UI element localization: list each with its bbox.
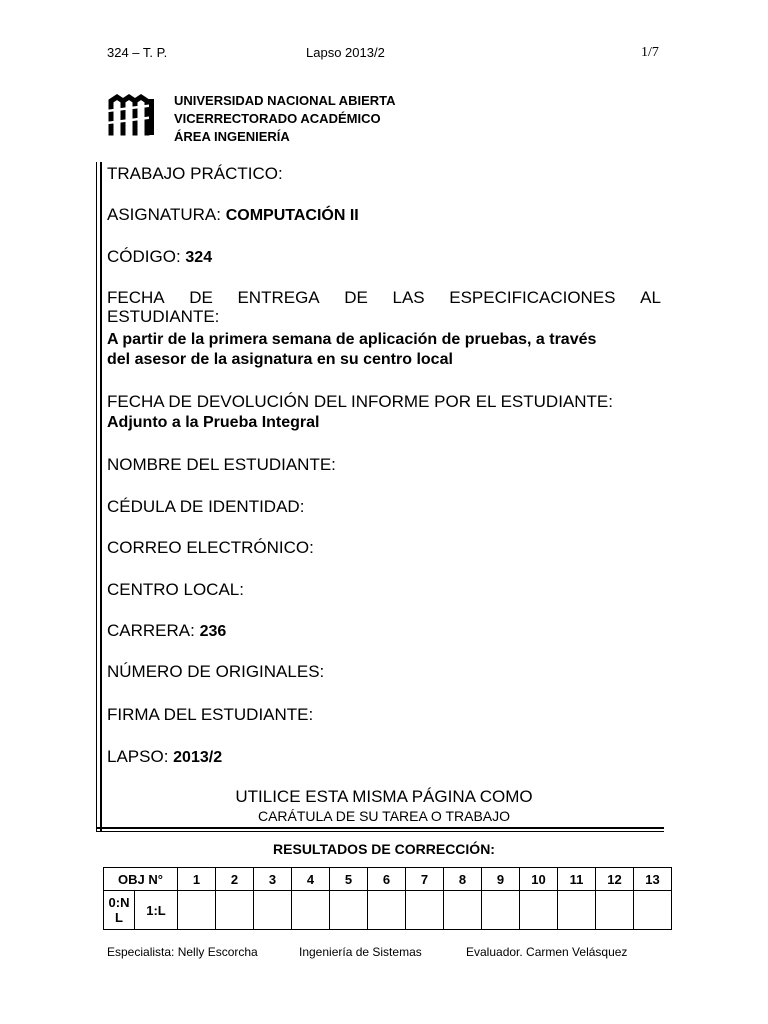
devolucion-value: Adjunto a la Prueba Integral	[107, 414, 320, 431]
firma-label: FIRMA DEL ESTUDIANTE:	[107, 705, 314, 724]
frame-left-thick-line	[100, 162, 102, 832]
score-cell[interactable]	[216, 891, 254, 930]
institution-vicerrectorado: VICERRECTORADO ACADÉMICO	[174, 111, 381, 126]
lapso-row	[107, 747, 661, 768]
score-legend-b: 1:L	[135, 891, 178, 930]
entrega-word: DE	[344, 288, 368, 307]
entrega-label-line2: ESTUDIANTE:	[107, 307, 220, 326]
trabajo-practico-label: TRABAJO PRÁCTICO:	[107, 164, 283, 183]
entrega-word: AL	[640, 288, 661, 307]
institution-name: UNIVERSIDAD NACIONAL ABIERTA	[174, 93, 396, 108]
objective-number: 6	[368, 868, 406, 891]
carrera-label: CARRERA:	[107, 621, 195, 640]
carrera-value: 236	[199, 623, 227, 640]
score-cell[interactable]	[558, 891, 596, 930]
entrega-word: LAS	[392, 288, 425, 307]
asignatura-label: ASIGNATURA:	[107, 205, 221, 224]
nombre-label: NOMBRE DEL ESTUDIANTE:	[107, 455, 336, 474]
centro-local-label: CENTRO LOCAL:	[107, 580, 244, 599]
entrega-word: DE	[189, 288, 213, 307]
objective-number: 12	[596, 868, 634, 891]
footer-especialista: Especialista: Nelly Escorcha	[107, 945, 258, 959]
results-score-row	[104, 891, 672, 930]
score-cell[interactable]	[634, 891, 672, 930]
objective-number: 3	[254, 868, 292, 891]
entrega-value-line2: del asesor de la asignatura en su centro local	[107, 351, 453, 368]
asignatura-value: COMPUTACIÓN II	[225, 207, 359, 224]
score-cell[interactable]	[444, 891, 482, 930]
footer-carrera: Ingeniería de Sistemas	[299, 945, 422, 959]
objective-number: 2	[216, 868, 254, 891]
score-cell[interactable]	[178, 891, 216, 930]
objective-number: 13	[634, 868, 672, 891]
score-legend-a: 0:N L	[104, 891, 135, 930]
score-cell[interactable]	[482, 891, 520, 930]
score-cell[interactable]	[520, 891, 558, 930]
header-page-number: 1/7	[641, 45, 659, 60]
header-period: Lapso 2013/2	[306, 45, 385, 60]
originales-label: NÚMERO DE ORIGINALES:	[107, 662, 325, 681]
frame-bottom-thick-line	[96, 827, 664, 829]
objective-number: 8	[444, 868, 482, 891]
score-cell[interactable]	[330, 891, 368, 930]
objective-number: 1	[178, 868, 216, 891]
university-logo-icon	[107, 93, 155, 139]
score-cell[interactable]	[406, 891, 444, 930]
score-cell[interactable]	[596, 891, 634, 930]
entrega-word: ESPECIFICACIONES	[449, 288, 616, 307]
lapso-label: LAPSO:	[107, 747, 169, 766]
header-course-code: 324 – T. P.	[107, 45, 168, 60]
entrega-word: FECHA	[107, 288, 165, 307]
footer-evaluador: Evaluador. Carmen Velásquez	[466, 945, 628, 959]
codigo-value: 324	[185, 249, 213, 266]
objective-number: 11	[558, 868, 596, 891]
objective-number: 5	[330, 868, 368, 891]
results-header-row	[104, 868, 672, 891]
institution-area: ÁREA INGENIERÍA	[174, 129, 290, 144]
objective-number: 10	[520, 868, 558, 891]
frame-left-thin-line	[96, 162, 97, 832]
lapso-value: 2013/2	[173, 749, 223, 766]
cedula-label: CÉDULA DE IDENTIDAD:	[107, 497, 305, 516]
results-table	[103, 867, 672, 930]
codigo-label: CÓDIGO:	[107, 247, 181, 266]
entrega-word: ENTREGA	[237, 288, 320, 307]
notice-line2: CARÁTULA DE SU TAREA O TRABAJO	[257, 808, 511, 824]
objective-number: 9	[482, 868, 520, 891]
entrega-value-line1: A partir de la primera semana de aplicación de pruebas, a través	[107, 331, 597, 348]
institution-block	[174, 92, 396, 146]
correo-label: CORREO ELECTRÓNICO:	[107, 538, 314, 557]
results-title: RESULTADOS DE CORRECCIÓN:	[273, 841, 495, 857]
devolucion-label: FECHA DE DEVOLUCIÓN DEL INFORME POR EL ESTUDIANTE:	[107, 392, 613, 411]
objective-number: 7	[406, 868, 444, 891]
score-cell[interactable]	[368, 891, 406, 930]
asignatura-row	[107, 205, 661, 226]
frame-bottom-thin-line	[96, 831, 664, 832]
objective-header-label: OBJ N°	[104, 868, 178, 891]
carrera-row	[107, 621, 661, 642]
score-cell[interactable]	[254, 891, 292, 930]
objective-number: 4	[292, 868, 330, 891]
score-cell[interactable]	[292, 891, 330, 930]
entrega-label-line1	[107, 288, 661, 308]
codigo-row	[107, 247, 661, 268]
notice-line1: UTILICE ESTA MISMA PÁGINA COMO	[235, 787, 533, 806]
